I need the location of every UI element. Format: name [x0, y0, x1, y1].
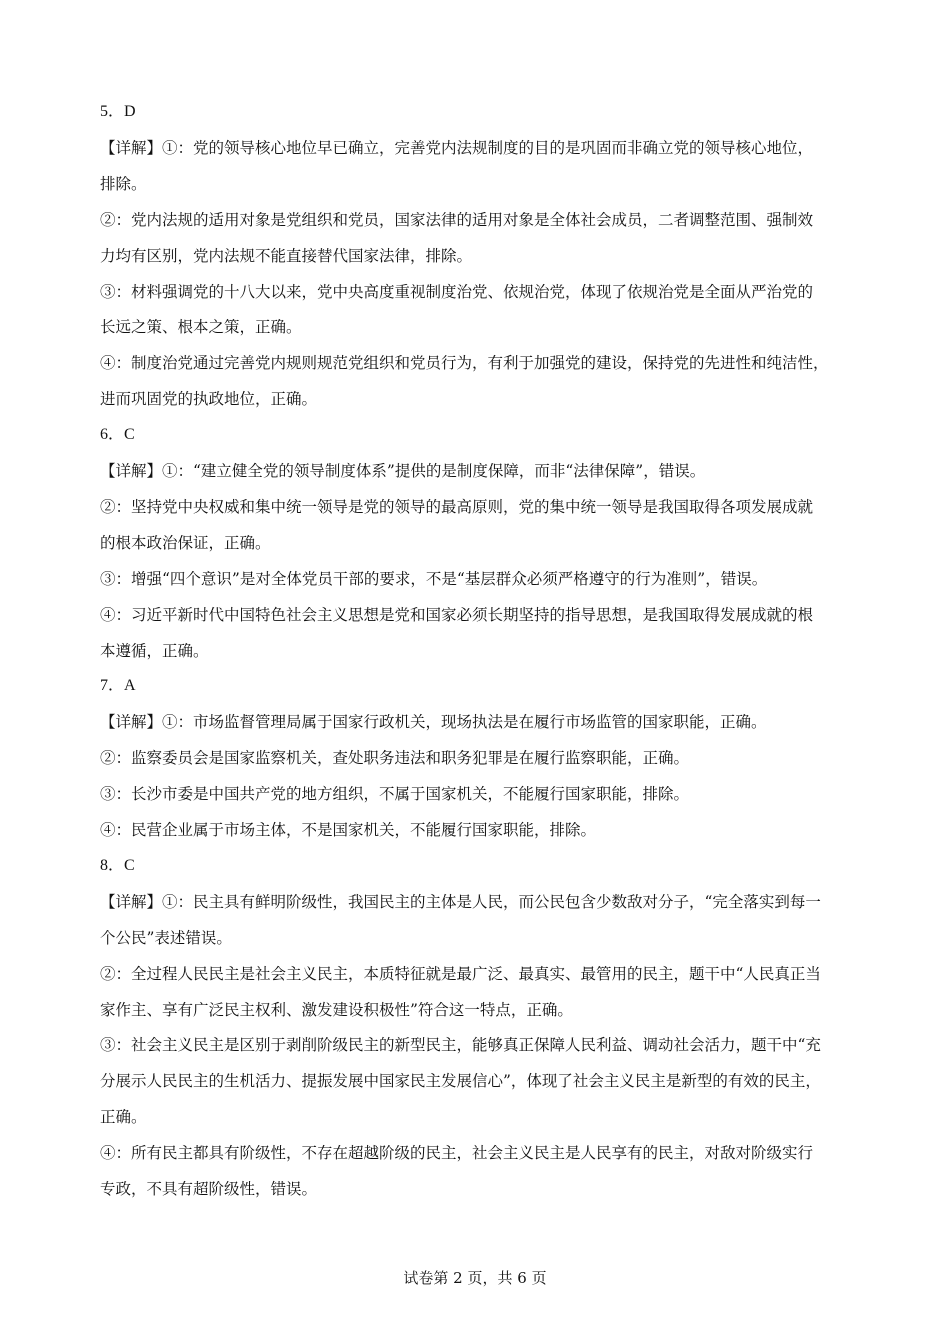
answer-line: 长远之策、根本之策，正确。	[100, 318, 302, 337]
answer-line: ③：增强“四个意识”是对全体党员干部的要求，不是“基层群众必须严格遵守的行为准则”，错误。	[100, 569, 768, 588]
answer-line: ②：全过程人民民主是社会主义民主，本质特征就是最广泛、最真实、最管用的民主，题干中“人民真正当	[100, 964, 821, 983]
answer-line: 本遵循，正确。	[100, 641, 209, 660]
answer-line: 专政，不具有超阶级性，错误。	[100, 1180, 318, 1198]
answer-line: ③：长沙市委是中国共产党的地方组织，不属于国家机关，不能履行国家职能，排除。	[100, 785, 690, 804]
answer-line: ②：监察委员会是国家监察机关，查处职务违法和职务犯罪是在履行监察职能，正确。	[100, 749, 690, 768]
answer-line: 分展示人民民主的生机活力、提振发展中国家民主发展信心”，体现了社会主义民主是新型的有效的民主，	[100, 1072, 821, 1091]
answer-line: ③：材料强调党的十八大以来，党中央高度重视制度治党、依规治党，体现了依规治党是全面从严治党的	[100, 282, 814, 301]
question-number: 8．C	[100, 856, 135, 874]
answer-line: 【详解】①：“建立健全党的领导制度体系”提供的是制度保障，而非“法律保障”，错误。	[100, 462, 706, 480]
answer-line: 进而巩固党的执政地位，正确。	[100, 390, 318, 409]
answer-line: 的根本政治保证，正确。	[100, 533, 271, 552]
page-footer: 试卷第 2 页，共 6 页	[403, 1269, 547, 1287]
answer-line: 个公民”表述错误。	[100, 928, 232, 947]
answer-line: ②：坚持党中央权威和集中统一领导是党的领导的最高原则，党的集中统一领导是我国取得各项发展成就	[100, 497, 814, 516]
answer-line: ④：制度治党通过完善党内规则规范党组织和党员行为，有利于加强党的建设，保持党的先进性和纯洁性，	[100, 354, 829, 373]
answer-line: ④：民营企业属于市场主体，不是国家机关，不能履行国家职能，排除。	[100, 821, 597, 839]
answer-line: ②：党内法规的适用对象是党组织和党员，国家法律的适用对象是全体社会成员，二者调整范围、强制效	[100, 210, 814, 229]
answer-line: 【详解】①：党的领导核心地位早已确立，完善党内法规制度的目的是巩固而非确立党的领导核心地位，	[100, 138, 814, 157]
answer-line: 力均有区别，党内法规不能直接替代国家法律，排除。	[100, 246, 473, 265]
answer-line: ③：社会主义民主是区别于剥削阶级民主的新型民主，能够真正保障人民利益、调动社会活力，题干中“充	[100, 1036, 821, 1055]
question-number: 5．D	[100, 103, 136, 120]
answer-line: ④：习近平新时代中国特色社会主义思想是党和国家必须长期坚持的指导思想，是我国取得发展成就的根	[100, 605, 814, 624]
answer-line: 排除。	[100, 174, 147, 193]
question-number: 7．A	[100, 677, 136, 695]
answer-line: 【详解】①：市场监督管理局属于国家行政机关，现场执法是在履行市场监管的国家职能，正确。	[100, 713, 767, 732]
answer-line: ④：所有民主都具有阶级性，不存在超越阶级的民主，社会主义民主是人民享有的民主，对敌对阶级实行	[100, 1144, 814, 1163]
answer-line: 【详解】①：民主具有鲜明阶级性，我国民主的主体是人民，而公民包含少数敌对分子，“完全落实到每一	[100, 892, 821, 911]
question-number: 6．C	[100, 426, 135, 444]
answer-line: 家作主、享有广泛民主权利、激发建设积极性”符合这一特点，正确。	[100, 1000, 573, 1019]
answer-line: 正确。	[100, 1108, 147, 1127]
